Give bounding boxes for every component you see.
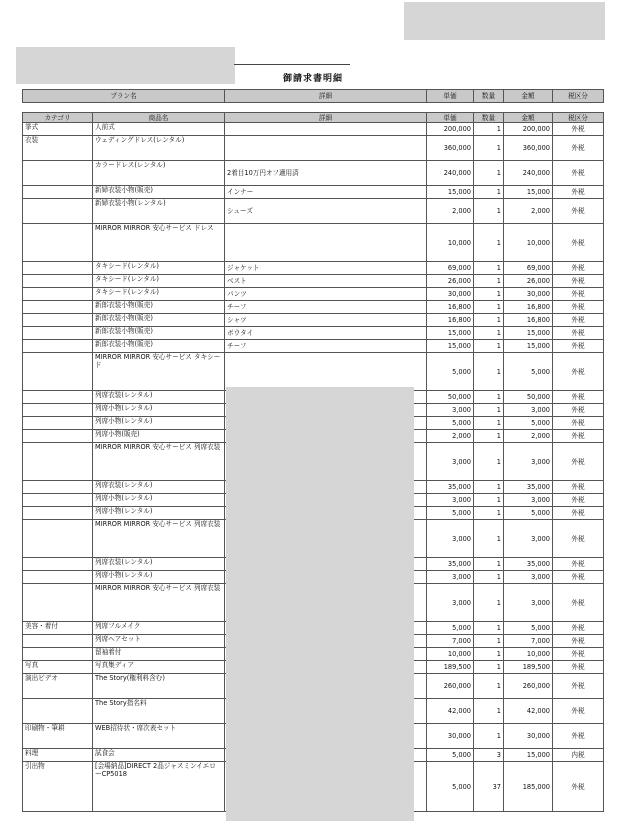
qty-cell: 1 xyxy=(474,404,504,417)
qty-cell: 1 xyxy=(474,558,504,571)
item-name-cell: 新郎衣装小物(販売) xyxy=(93,340,225,353)
unit-price-cell: 15,000 xyxy=(427,327,474,340)
amount-cell: 15,000 xyxy=(504,327,553,340)
qty-cell: 1 xyxy=(474,262,504,275)
tax-cell: 外税 xyxy=(553,507,604,520)
qty-cell: 1 xyxy=(474,186,504,199)
category-cell xyxy=(23,275,93,288)
item-name-cell: 人前式 xyxy=(93,123,225,136)
category-cell xyxy=(23,558,93,571)
qty-cell: 1 xyxy=(474,161,504,186)
qty-cell: 1 xyxy=(474,520,504,558)
unit-price-cell: 10,000 xyxy=(427,648,474,661)
tax-cell: 外税 xyxy=(553,301,604,314)
unit-price-cell: 50,000 xyxy=(427,391,474,404)
amount-cell: 189,500 xyxy=(504,661,553,674)
unit-price-cell: 5,000 xyxy=(427,417,474,430)
category-cell: 引出物 xyxy=(23,762,93,812)
amount-cell: 260,000 xyxy=(504,674,553,699)
tax-cell: 外税 xyxy=(553,288,604,301)
qty-cell: 1 xyxy=(474,494,504,507)
amount-cell: 5,000 xyxy=(504,417,553,430)
header-tax: 税区分 xyxy=(553,90,604,103)
detail-cell xyxy=(225,224,427,262)
qty-cell: 1 xyxy=(474,275,504,288)
tax-cell: 外税 xyxy=(553,481,604,494)
unit-price-cell: 5,000 xyxy=(427,507,474,520)
item-name-cell: 列席小物(レンタル) xyxy=(93,404,225,417)
qty-cell: 1 xyxy=(474,430,504,443)
amount-cell: 3,000 xyxy=(504,494,553,507)
amount-cell: 2,000 xyxy=(504,430,553,443)
item-name-cell: 列席小物(レンタル) xyxy=(93,571,225,584)
item-name-cell: カラードレス(レンタル) xyxy=(93,161,225,186)
category-cell xyxy=(23,314,93,327)
category-cell xyxy=(23,327,93,340)
detail-cell: シャツ xyxy=(225,314,427,327)
column-item: 商品名 xyxy=(93,113,225,123)
tax-cell: 外税 xyxy=(553,762,604,812)
amount-cell: 7,000 xyxy=(504,635,553,648)
redacted-block-detail-column xyxy=(226,387,414,821)
detail-cell: ベスト xyxy=(225,275,427,288)
item-name-cell: 新婦衣装小物(販売) xyxy=(93,186,225,199)
table-row xyxy=(23,327,604,340)
category-cell: 美容・着付 xyxy=(23,622,93,635)
column-amount: 金額 xyxy=(504,113,553,123)
qty-cell: 1 xyxy=(474,507,504,520)
tax-cell: 外税 xyxy=(553,699,604,724)
qty-cell: 1 xyxy=(474,699,504,724)
tax-cell: 外税 xyxy=(553,571,604,584)
category-cell xyxy=(23,635,93,648)
table-row xyxy=(23,275,604,288)
category-cell xyxy=(23,443,93,481)
header-unit-price: 単価 xyxy=(427,90,474,103)
document-title: 御請求書明細 xyxy=(282,74,343,84)
item-name-cell: The Story(権利料含む) xyxy=(93,674,225,699)
unit-price-cell: 3,000 xyxy=(427,584,474,622)
amount-cell: 2,000 xyxy=(504,199,553,224)
tax-cell: 外税 xyxy=(553,161,604,186)
unit-price-cell: 16,800 xyxy=(427,314,474,327)
category-cell xyxy=(23,507,93,520)
tax-cell: 外税 xyxy=(553,275,604,288)
category-cell: 印刷物・筆耕 xyxy=(23,724,93,749)
item-name-cell: 新郎衣装小物(販売) xyxy=(93,327,225,340)
unit-price-cell: 35,000 xyxy=(427,481,474,494)
category-cell xyxy=(23,161,93,186)
plan-header-table xyxy=(22,89,604,103)
unit-price-cell: 200,000 xyxy=(427,123,474,136)
amount-cell: 15,000 xyxy=(504,186,553,199)
amount-cell: 5,000 xyxy=(504,353,553,391)
category-cell xyxy=(23,417,93,430)
detail-cell: チーフ xyxy=(225,301,427,314)
item-name-cell: MIRROR MIRROR 安心サービス ドレス xyxy=(93,224,225,262)
item-name-cell: 新郎衣装小物(販売) xyxy=(93,301,225,314)
table-row xyxy=(23,288,604,301)
amount-cell: 35,000 xyxy=(504,481,553,494)
amount-cell: 240,000 xyxy=(504,161,553,186)
table-row xyxy=(23,301,604,314)
item-name-cell: 列席衣装(レンタル) xyxy=(93,481,225,494)
column-detail: 詳細 xyxy=(225,113,427,123)
item-name-cell: MIRROR MIRROR 安心サービス タキシード xyxy=(93,353,225,391)
tax-cell: 外税 xyxy=(553,724,604,749)
amount-cell: 15,000 xyxy=(504,340,553,353)
item-name-cell: 列席小物(販売) xyxy=(93,430,225,443)
unit-price-cell: 15,000 xyxy=(427,340,474,353)
tax-cell: 外税 xyxy=(553,404,604,417)
category-cell: 料理 xyxy=(23,749,93,762)
item-name-cell: The Story指名料 xyxy=(93,699,225,724)
item-name-cell: 列席衣装(レンタル) xyxy=(93,391,225,404)
amount-cell: 3,000 xyxy=(504,571,553,584)
category-cell xyxy=(23,648,93,661)
tax-cell: 外税 xyxy=(553,558,604,571)
amount-cell: 16,800 xyxy=(504,314,553,327)
tax-cell: 外税 xyxy=(553,262,604,275)
category-cell xyxy=(23,584,93,622)
detail-cell xyxy=(225,123,427,136)
detail-cell: チーフ xyxy=(225,340,427,353)
column-unit-price: 単価 xyxy=(427,113,474,123)
item-name-cell: ウェディングドレス(レンタル) xyxy=(93,136,225,161)
detail-cell: パンツ xyxy=(225,288,427,301)
qty-cell: 1 xyxy=(474,724,504,749)
tax-cell: 外税 xyxy=(553,635,604,648)
title-rule xyxy=(234,64,350,65)
amount-cell: 42,000 xyxy=(504,699,553,724)
detail-cell: インナー xyxy=(225,186,427,199)
tax-cell: 外税 xyxy=(553,661,604,674)
amount-cell: 5,000 xyxy=(504,622,553,635)
item-name-cell: タキシード(レンタル) xyxy=(93,262,225,275)
amount-cell: 26,000 xyxy=(504,275,553,288)
tax-cell: 外税 xyxy=(553,353,604,391)
qty-cell: 1 xyxy=(474,622,504,635)
unit-price-cell: 2,000 xyxy=(427,199,474,224)
tax-cell: 外税 xyxy=(553,494,604,507)
header-detail: 詳細 xyxy=(225,90,427,103)
table-row xyxy=(23,186,604,199)
item-name-cell: タキシード(レンタル) xyxy=(93,288,225,301)
category-cell xyxy=(23,494,93,507)
unit-price-cell: 5,000 xyxy=(427,762,474,812)
unit-price-cell: 5,000 xyxy=(427,622,474,635)
item-name-cell: 留袖着付 xyxy=(93,648,225,661)
amount-cell: 185,000 xyxy=(504,762,553,812)
amount-cell: 15,000 xyxy=(504,749,553,762)
item-name-cell: [会場納品]DIRECT 2品ジャスミンイエローCP5018 xyxy=(93,762,225,812)
redacted-block-top-right xyxy=(404,2,605,40)
qty-cell: 1 xyxy=(474,571,504,584)
qty-cell: 1 xyxy=(474,136,504,161)
tax-cell: 外税 xyxy=(553,186,604,199)
tax-cell: 外税 xyxy=(553,622,604,635)
tax-cell: 内税 xyxy=(553,749,604,762)
item-name-cell: 新婦衣装小物(レンタル) xyxy=(93,199,225,224)
category-cell xyxy=(23,481,93,494)
table-row xyxy=(23,224,604,262)
unit-price-cell: 3,000 xyxy=(427,494,474,507)
unit-price-cell: 3,000 xyxy=(427,571,474,584)
column-qty: 数量 xyxy=(474,113,504,123)
table-row xyxy=(23,161,604,186)
table-row xyxy=(23,199,604,224)
tax-cell: 外税 xyxy=(553,391,604,404)
category-cell xyxy=(23,224,93,262)
table-row xyxy=(23,262,604,275)
detail-cell: 2着目10万円オフ適用済 xyxy=(225,161,427,186)
item-name-cell: 列席衣装(レンタル) xyxy=(93,558,225,571)
amount-cell: 69,000 xyxy=(504,262,553,275)
qty-cell: 1 xyxy=(474,301,504,314)
unit-price-cell: 10,000 xyxy=(427,224,474,262)
tax-cell: 外税 xyxy=(553,443,604,481)
category-cell: 挙式 xyxy=(23,123,93,136)
amount-cell: 16,800 xyxy=(504,301,553,314)
amount-cell: 30,000 xyxy=(504,724,553,749)
category-cell xyxy=(23,301,93,314)
tax-cell: 外税 xyxy=(553,520,604,558)
amount-cell: 360,000 xyxy=(504,136,553,161)
header-amount: 金額 xyxy=(504,90,553,103)
tax-cell: 外税 xyxy=(553,327,604,340)
unit-price-cell: 30,000 xyxy=(427,288,474,301)
detail-cell xyxy=(225,136,427,161)
unit-price-cell: 30,000 xyxy=(427,724,474,749)
qty-cell: 1 xyxy=(474,648,504,661)
item-name-cell: 列席小物(レンタル) xyxy=(93,494,225,507)
qty-cell: 1 xyxy=(474,199,504,224)
qty-cell: 1 xyxy=(474,635,504,648)
category-cell xyxy=(23,353,93,391)
qty-cell: 1 xyxy=(474,391,504,404)
category-cell xyxy=(23,571,93,584)
qty-cell: 1 xyxy=(474,123,504,136)
category-cell xyxy=(23,186,93,199)
detail-cell: シューズ xyxy=(225,199,427,224)
unit-price-cell: 69,000 xyxy=(427,262,474,275)
unit-price-cell: 42,000 xyxy=(427,699,474,724)
category-cell xyxy=(23,199,93,224)
amount-cell: 10,000 xyxy=(504,224,553,262)
tax-cell: 外税 xyxy=(553,430,604,443)
tax-cell: 外税 xyxy=(553,584,604,622)
unit-price-cell: 260,000 xyxy=(427,674,474,699)
tax-cell: 外税 xyxy=(553,224,604,262)
category-cell xyxy=(23,288,93,301)
qty-cell: 1 xyxy=(474,224,504,262)
qty-cell: 3 xyxy=(474,749,504,762)
category-cell: 写真 xyxy=(23,661,93,674)
unit-price-cell: 3,000 xyxy=(427,404,474,417)
unit-price-cell: 3,000 xyxy=(427,520,474,558)
amount-cell: 200,000 xyxy=(504,123,553,136)
amount-cell: 3,000 xyxy=(504,404,553,417)
amount-cell: 3,000 xyxy=(504,520,553,558)
table-row xyxy=(23,123,604,136)
tax-cell: 外税 xyxy=(553,417,604,430)
unit-price-cell: 35,000 xyxy=(427,558,474,571)
amount-cell: 3,000 xyxy=(504,443,553,481)
amount-cell: 5,000 xyxy=(504,507,553,520)
qty-cell: 1 xyxy=(474,353,504,391)
item-name-cell: MIRROR MIRROR 安心サービス 列席衣装 xyxy=(93,520,225,558)
item-name-cell: 試食会 xyxy=(93,749,225,762)
item-name-cell: MIRROR MIRROR 安心サービス 列席衣装 xyxy=(93,584,225,622)
category-cell xyxy=(23,262,93,275)
unit-price-cell: 189,500 xyxy=(427,661,474,674)
amount-cell: 10,000 xyxy=(504,648,553,661)
detail-cell: ボウタイ xyxy=(225,327,427,340)
item-name-cell: 列席小物(レンタル) xyxy=(93,507,225,520)
column-category: カテゴリ xyxy=(23,113,93,123)
item-name-cell: 列席小物(レンタル) xyxy=(93,417,225,430)
unit-price-cell: 15,000 xyxy=(427,186,474,199)
amount-cell: 50,000 xyxy=(504,391,553,404)
item-name-cell: 列席フルメイク xyxy=(93,622,225,635)
category-cell xyxy=(23,430,93,443)
qty-cell: 37 xyxy=(474,762,504,812)
category-cell xyxy=(23,520,93,558)
tax-cell: 外税 xyxy=(553,340,604,353)
qty-cell: 1 xyxy=(474,288,504,301)
category-cell xyxy=(23,391,93,404)
category-cell: 演出ビデオ xyxy=(23,674,93,699)
qty-cell: 1 xyxy=(474,417,504,430)
header-plan: プラン名 xyxy=(23,90,225,103)
unit-price-cell: 5,000 xyxy=(427,353,474,391)
unit-price-cell: 2,000 xyxy=(427,430,474,443)
table-row xyxy=(23,136,604,161)
header-qty: 数量 xyxy=(474,90,504,103)
qty-cell: 1 xyxy=(474,314,504,327)
table-row xyxy=(23,314,604,327)
qty-cell: 1 xyxy=(474,584,504,622)
tax-cell: 外税 xyxy=(553,674,604,699)
column-tax: 税区分 xyxy=(553,113,604,123)
item-name-cell: 写真集ディア xyxy=(93,661,225,674)
unit-price-cell: 26,000 xyxy=(427,275,474,288)
unit-price-cell: 360,000 xyxy=(427,136,474,161)
unit-price-cell: 5,000 xyxy=(427,749,474,762)
category-cell xyxy=(23,340,93,353)
qty-cell: 1 xyxy=(474,674,504,699)
amount-cell: 30,000 xyxy=(504,288,553,301)
detail-cell xyxy=(225,353,427,391)
category-cell: 衣装 xyxy=(23,136,93,161)
unit-price-cell: 16,800 xyxy=(427,301,474,314)
tax-cell: 外税 xyxy=(553,648,604,661)
item-name-cell: 新郎衣装小物(販売) xyxy=(93,314,225,327)
qty-cell: 1 xyxy=(474,443,504,481)
qty-cell: 1 xyxy=(474,661,504,674)
qty-cell: 1 xyxy=(474,327,504,340)
category-cell xyxy=(23,404,93,417)
tax-cell: 外税 xyxy=(553,314,604,327)
item-name-cell: 列席ヘアセット xyxy=(93,635,225,648)
amount-cell: 35,000 xyxy=(504,558,553,571)
detail-cell: ジャケット xyxy=(225,262,427,275)
tax-cell: 外税 xyxy=(553,123,604,136)
table-row xyxy=(23,353,604,391)
category-cell xyxy=(23,699,93,724)
unit-price-cell: 240,000 xyxy=(427,161,474,186)
item-name-cell: タキシード(レンタル) xyxy=(93,275,225,288)
unit-price-cell: 7,000 xyxy=(427,635,474,648)
table-row xyxy=(23,340,604,353)
qty-cell: 1 xyxy=(474,340,504,353)
tax-cell: 外税 xyxy=(553,199,604,224)
unit-price-cell: 3,000 xyxy=(427,443,474,481)
qty-cell: 1 xyxy=(474,481,504,494)
item-name-cell: MIRROR MIRROR 安心サービス 列席衣装 xyxy=(93,443,225,481)
amount-cell: 3,000 xyxy=(504,584,553,622)
item-name-cell: WEB招待状・席次表セット xyxy=(93,724,225,749)
tax-cell: 外税 xyxy=(553,136,604,161)
